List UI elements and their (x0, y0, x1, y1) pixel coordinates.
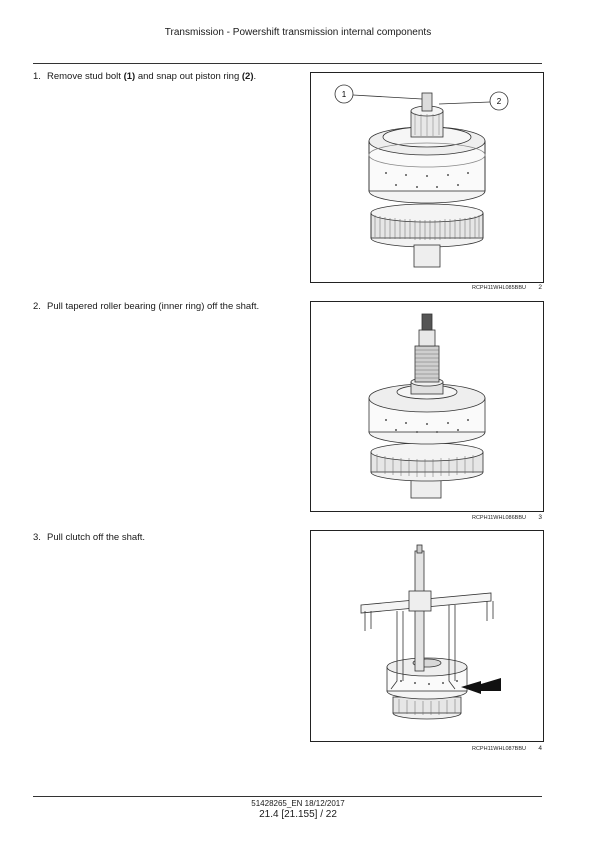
callout-2: 2 (496, 97, 502, 106)
step-number: 1. (33, 71, 41, 82)
step-number: 3. (33, 532, 41, 543)
step-3 (33, 531, 145, 544)
step-1 (33, 70, 256, 83)
figure-clutch-stud-bolt (310, 72, 544, 283)
header-rule (33, 63, 542, 64)
figure-code: RCPH11WHL087BBU (471, 746, 526, 752)
figure-number: 2 (538, 284, 542, 291)
figure-code: RCPH11WHL086BBU (471, 515, 526, 521)
figure-number: 4 (538, 745, 542, 752)
figure-caption (310, 745, 542, 752)
figure-code: RCPH11WHL085BBU (471, 285, 526, 291)
figure-clutch-puller (310, 530, 544, 742)
page-header: Transmission - Powershift transmission internal components (164, 27, 432, 38)
step-number: 2. (33, 301, 41, 312)
figure-caption (310, 514, 542, 521)
step-text: Pull tapered roller bearing (inner ring) off the shaft. (47, 301, 260, 312)
step-text: Remove stud bolt (1) and snap out piston ring (2). (47, 71, 257, 82)
figure-bearing-removal (310, 301, 544, 512)
figure-number: 3 (538, 514, 542, 521)
figure-caption (310, 284, 542, 291)
footer-rule (33, 796, 542, 797)
step-text: Pull clutch off the shaft. (47, 532, 146, 543)
footer-page-number: 21.4 [21.155] / 22 (259, 809, 337, 820)
footer-document-id: 51428265_EN 18/12/2017 (251, 799, 345, 808)
step-2 (33, 300, 259, 313)
callout-1: 1 (341, 90, 347, 99)
